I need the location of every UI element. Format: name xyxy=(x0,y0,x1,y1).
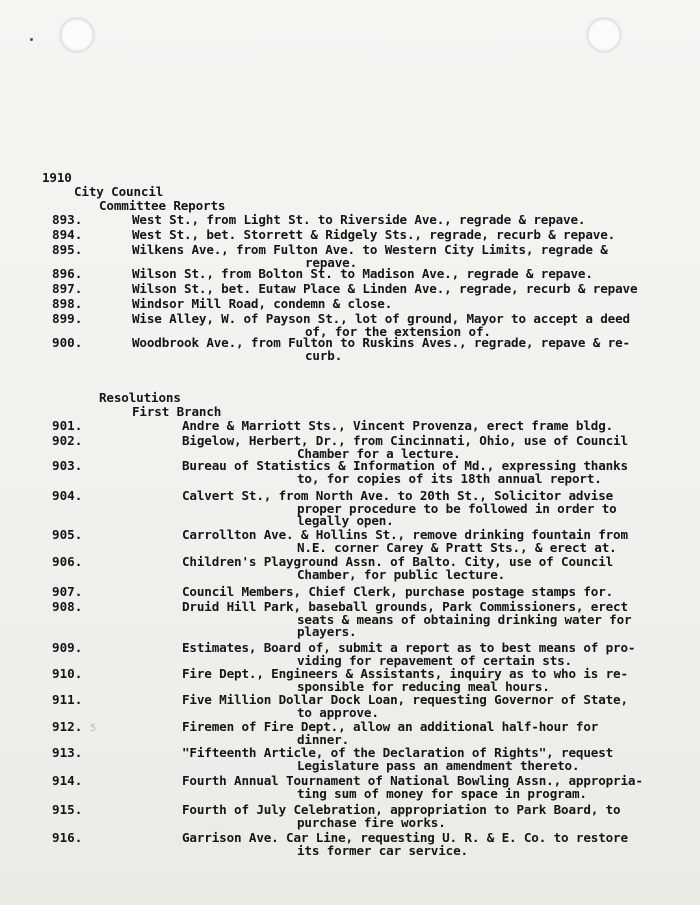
entry-text-continuation: purchase fire works. xyxy=(297,814,446,830)
entry-text: Windsor Mill Road, condemn & close. xyxy=(132,296,393,311)
entry-text-continuation: N.E. corner Carey & Pratt Sts., & erect at. xyxy=(297,539,617,555)
entry-text-continuation: dinner. xyxy=(297,731,350,747)
entry-number: 910. xyxy=(52,666,83,681)
entry-number: 896. xyxy=(52,266,83,281)
entry-text-continuation: legally open. xyxy=(297,513,394,528)
entry-text: "Fifteenth Article, of the Declaration of Rights", request xyxy=(182,745,614,760)
entry-text-continuation: ting sum of money for space in program. xyxy=(297,785,587,801)
entry-text: Wilkens Ave., from Fulton Ave. to Western City Limits, regrade & xyxy=(132,242,608,257)
entry-number: 915. xyxy=(52,802,83,817)
entry-number: 902. xyxy=(52,433,83,448)
entry-text: Garrison Ave. Car Line, requesting U. R. & E. Co. to restore xyxy=(182,830,628,845)
entry-number: 898. xyxy=(52,296,83,311)
entry-text: Council Members, Chief Clerk, purchase postage stamps for. xyxy=(182,584,614,599)
entry-number: 894. xyxy=(52,227,83,242)
entry-text: Five Million Dollar Dock Loan, requesting Governor of State, xyxy=(182,692,628,707)
entry-number: 901. xyxy=(52,418,83,433)
entry-text: Wilson St., from Bolton St. to Madison Ave., regrade & repave. xyxy=(132,266,593,281)
entry-text-continuation: Legislature pass an amendment thereto. xyxy=(297,757,580,773)
section-resolutions: Resolutions xyxy=(99,390,181,405)
entry-number: 916. xyxy=(52,830,83,845)
entry-number: 908. xyxy=(52,599,83,614)
entry-number: 909. xyxy=(52,640,83,655)
entry-text-continuation: sponsible for reducing meal hours. xyxy=(297,678,550,694)
entry-number: 905. xyxy=(52,527,83,542)
entry-text: West St., from Light St. to Riverside Ave., regrade & repave. xyxy=(132,212,586,227)
entry-number: 895. xyxy=(52,242,83,257)
entry-number: 911. xyxy=(52,692,83,707)
entry-text-continuation: Chamber, for public lecture. xyxy=(297,566,506,582)
entry-text-continuation: players. xyxy=(297,624,357,639)
entry-text: Bigelow, Herbert, Dr., from Cincinnati, Ohio, use of Council xyxy=(182,433,628,448)
entry-text: Children's Playground Assn. of Balto. City, use of Council xyxy=(182,554,614,569)
entry-text: Estimates, Board of, submit a report as to best means of pro- xyxy=(182,640,636,655)
entry-text: Fire Dept., Engineers & Assistants, inquiry as to who is re- xyxy=(182,666,628,681)
entry-text-continuation: to approve. xyxy=(297,704,379,720)
section-committee-reports: Committee Reports xyxy=(99,198,226,213)
entry-number: 900. xyxy=(52,335,83,350)
entry-text-continuation: Chamber for a lecture. xyxy=(297,445,461,461)
entry-number: 897. xyxy=(52,281,83,296)
entry-text-continuation: its former car service. xyxy=(297,842,468,858)
entry-text: Calvert St., from North Ave. to 20th St., Solicitor advise xyxy=(182,488,614,503)
entry-number: 906. xyxy=(52,554,83,569)
entry-text: Fourth of July Celebration, appropriation to Park Board, to xyxy=(182,802,621,817)
entry-number: 914. xyxy=(52,773,83,788)
entry-text-continuation: viding for repavement of certain sts. xyxy=(297,652,572,668)
entry-text-continuation: curb. xyxy=(305,347,343,363)
subsection-first-branch: First Branch xyxy=(132,404,222,419)
entry-text: Wilson St., bet. Eutaw Place & Linden Ave., regrade, recurb & repave xyxy=(132,281,638,296)
punch-hole-right xyxy=(587,18,621,52)
entry-number: 907. xyxy=(52,584,83,599)
body-heading: City Council xyxy=(74,184,164,199)
entry-text-continuation: proper procedure to be followed in order to xyxy=(297,500,617,516)
year-heading: 1910 xyxy=(42,170,72,185)
entry-text: Carrollton Ave. & Hollins St., remove drinking fountain from xyxy=(182,527,628,542)
entry-number: 899. xyxy=(52,311,83,326)
entry-text: Druid Hill Park, baseball grounds, Park Commissioners, erect xyxy=(182,599,628,614)
entry-text-continuation: repave. xyxy=(305,254,358,270)
punch-hole-left xyxy=(60,18,94,52)
entry-text-continuation: to, for copies of its 18th annual report. xyxy=(297,470,602,486)
entry-text: Fourth Annual Tournament of National Bowling Assn., appropria- xyxy=(182,773,643,788)
entry-text: Woodbrook Ave., from Fulton to Ruskins Aves., regrade, repave & re- xyxy=(132,335,630,350)
entry-number: 904. xyxy=(52,488,83,503)
paper-speck xyxy=(30,38,33,41)
entry-number: 903. xyxy=(52,458,83,473)
entry-number: 913. xyxy=(52,745,83,760)
margin-mark: 5 xyxy=(90,723,97,734)
entry-text: West St., bet. Storrett & Ridgely Sts., regrade, recurb & repave. xyxy=(132,227,616,242)
entry-text-continuation: seats & means of obtaining drinking water for xyxy=(297,611,632,627)
entry-text: Andre & Marriott Sts., Vincent Provenza, erect frame bldg. xyxy=(182,418,614,433)
entry-number: 912. xyxy=(52,719,83,734)
entry-number: 893. xyxy=(52,212,83,227)
entry-text: Wise Alley, W. of Payson St., lot of ground, Mayor to accept a deed xyxy=(132,311,630,326)
entry-text-continuation: of, for the extension of. xyxy=(305,323,491,339)
entry-text: Bureau of Statistics & Information of Md., expressing thanks xyxy=(182,458,628,473)
entry-text: Firemen of Fire Dept., allow an additional half-hour for xyxy=(182,719,599,734)
